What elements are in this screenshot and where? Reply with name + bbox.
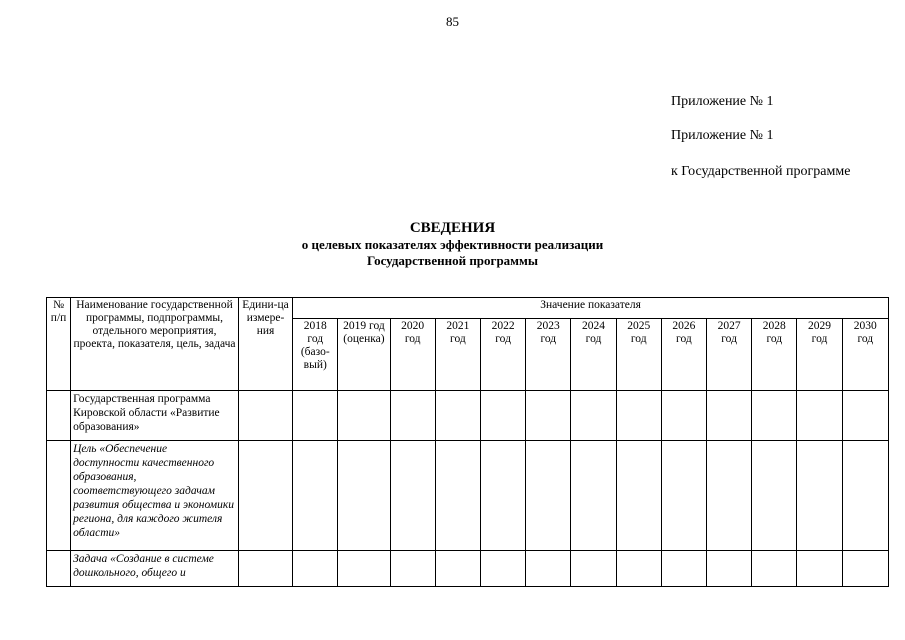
- document-title: [0, 219, 905, 269]
- title-line-1: о целевых показателях эффективности реализации: [301, 237, 604, 252]
- appendix-line-3: к Государственной программе: [671, 164, 851, 179]
- title-line-2: Государственной программы: [366, 253, 539, 268]
- appendix-line-2: Приложение № 1: [671, 128, 774, 143]
- title-main: СВЕДЕНИЯ: [409, 220, 496, 236]
- header-year: 2020 год: [390, 319, 435, 391]
- row-num: [47, 441, 71, 551]
- row-name: Государственная программа Кировской области «Развитие образования»: [71, 391, 239, 441]
- header-value-group: Значение показателя: [293, 298, 889, 319]
- indicators-table: [46, 297, 889, 587]
- header-year: 2019 год (оценка): [338, 319, 390, 391]
- header-year: 2024 год: [571, 319, 616, 391]
- row-name: Задача «Создание в системе дошкольного, общего и: [71, 551, 239, 587]
- row-name: Цель «Обеспечение доступности качественного образования, соответствующего задачам развития общества и экономики региона, для каждого жителя области»: [71, 441, 239, 551]
- header-year: 2029 год: [797, 319, 842, 391]
- header-unit: Едини-ца измере-ния: [238, 298, 292, 391]
- header-year: 2027 год: [707, 319, 752, 391]
- header-year: 2018 год (базо-вый): [293, 319, 338, 391]
- header-year: 2028 год: [752, 319, 797, 391]
- table-row: [47, 441, 889, 551]
- header-year: 2030 год: [842, 319, 888, 391]
- header-year: 2023 год: [526, 319, 571, 391]
- header-year: 2026 год: [661, 319, 706, 391]
- row-num: [47, 391, 71, 441]
- table-row: [47, 391, 889, 441]
- header-num: № п/п: [47, 298, 71, 391]
- header-year: 2022 год: [480, 319, 525, 391]
- page-number: 85: [446, 14, 459, 29]
- header-name: Наименование государственной программы, подпрограммы, отдельного мероприятия, проекта, показателя, цель, задача: [71, 298, 239, 391]
- header-year: 2025 год: [616, 319, 661, 391]
- row-num: [47, 551, 71, 587]
- table-row: [47, 551, 889, 587]
- appendix-line-1: Приложение № 1: [671, 94, 774, 109]
- header-year: 2021 год: [435, 319, 480, 391]
